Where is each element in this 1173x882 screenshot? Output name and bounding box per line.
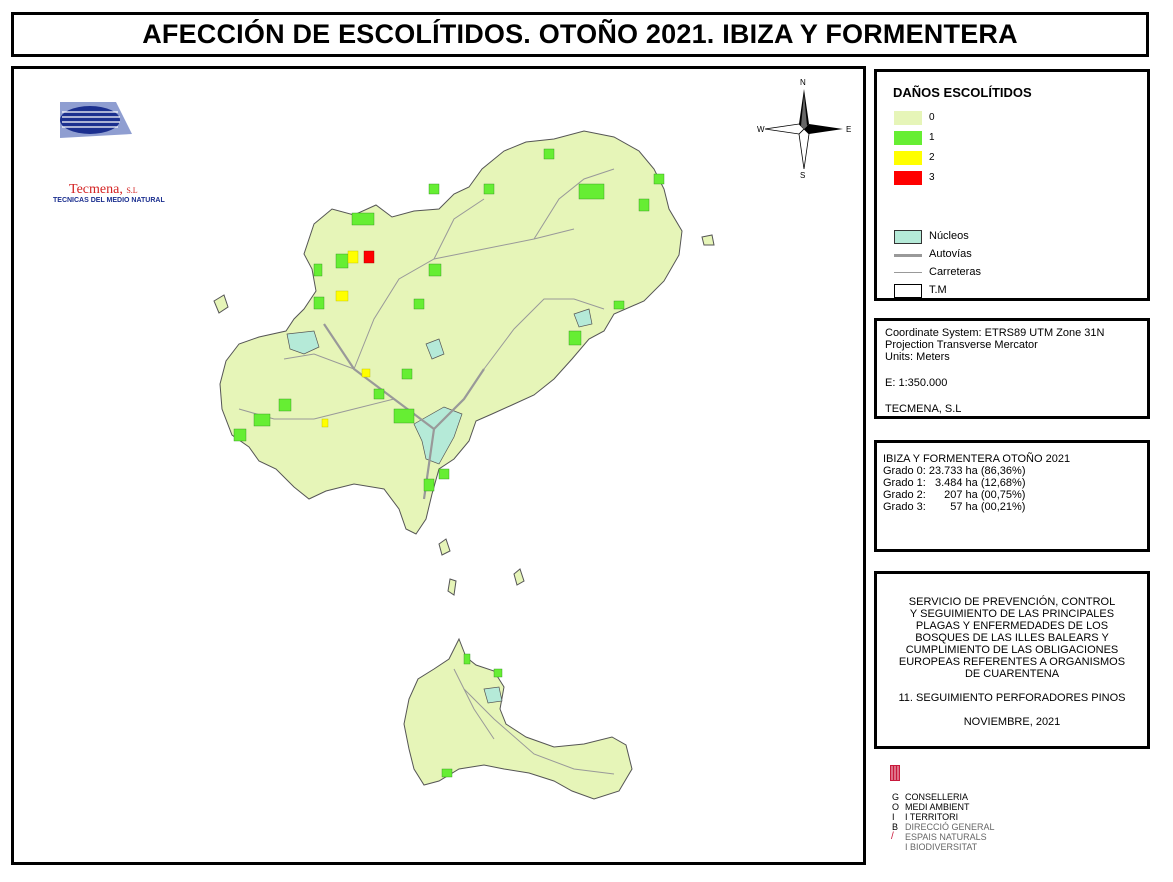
tecmena-logo-mark	[56, 98, 136, 143]
govern-line: ESPAIS NATURALS	[905, 832, 987, 842]
islet	[702, 235, 714, 245]
compass-n-label: N	[800, 78, 806, 87]
title-box	[11, 12, 1149, 57]
islet	[439, 539, 450, 555]
legend-label-3: 3	[929, 172, 935, 183]
stats-row: Grado 0: 23.733 ha (86,36%)	[883, 465, 1026, 477]
govern-letter: G	[892, 792, 900, 802]
author: TECMENA, S.L	[885, 403, 962, 415]
legend-swatch-1	[894, 131, 922, 145]
legend-label-1: 1	[929, 132, 935, 143]
compass-e-label: E	[846, 125, 852, 134]
govern-shield-icon	[890, 765, 900, 781]
legend-label-carreteras: Carreteras	[929, 266, 981, 278]
credits-section: 11. SEGUIMIENTO PERFORADORES PINOS	[898, 692, 1126, 704]
legend-swatch-2	[894, 151, 922, 165]
credits-line: EUROPEAS REFERENTES A ORGANISMOS	[898, 656, 1126, 668]
scale: E: 1:350.000	[885, 377, 948, 389]
stats-row: Grado 1: 3.484 ha (12,68%)	[883, 477, 1026, 489]
credits-line: Y SEGUIMIENTO DE LAS PRINCIPALES	[909, 608, 1115, 620]
compass-icon	[757, 79, 852, 179]
credits-line: DE CUARENTENA	[964, 668, 1060, 680]
coordinate-system: Coordinate System: ETRS89 UTM Zone 31N	[885, 327, 1105, 339]
govern-line: CONSELLERIA	[905, 792, 969, 802]
tecmena-logo	[38, 98, 168, 208]
north-arrow	[757, 79, 852, 179]
formentera-island	[404, 639, 632, 799]
stats-row: Grado 2: 207 ha (00,75%)	[883, 489, 1026, 501]
tecmena-subtitle: TECNICAS DEL MEDIO NATURAL	[53, 197, 165, 204]
legend-swatch-nucleos	[894, 230, 922, 244]
govern-letter: O	[892, 802, 900, 812]
govern-letter: B	[892, 822, 899, 832]
credits-line: CUMPLIMIENTO DE LAS OBLIGACIONES	[905, 644, 1119, 656]
compass-w-label: W	[757, 125, 765, 134]
legend-label-tm: T.M	[929, 284, 947, 296]
map-title: AFECCIÓN DE ESCOLÍTIDOS. OTOÑO 2021. IBIZA Y FORMENTERA	[142, 19, 1018, 49]
legend-swatch-carreteras	[894, 272, 922, 273]
legend-label-0: 0	[929, 112, 935, 123]
stats-box	[874, 440, 1150, 552]
legend-label-2: 2	[929, 152, 935, 163]
stats-title: IBIZA Y FORMENTERA OTOÑO 2021	[883, 453, 1071, 465]
credits-line: BOSQUES DE LAS ILLES BALEARS Y	[915, 632, 1109, 644]
stats-row: Grado 3: 57 ha (00,21%)	[883, 501, 1026, 513]
govern-line: MEDI AMBIENT	[905, 802, 970, 812]
credits-box	[874, 571, 1150, 749]
credits-line: PLAGAS Y ENFERMEDADES DE LOS	[915, 620, 1109, 632]
govern-line: I TERRITORI	[905, 812, 959, 822]
ibiza-island	[220, 131, 682, 534]
islet	[448, 579, 456, 595]
tecmena-name: Tecmena, S.L	[69, 182, 138, 197]
govern-line: DIRECCIÓ GENERAL	[905, 822, 995, 832]
govern-slash-icon: /	[891, 831, 894, 842]
credits-date: NOVIEMBRE, 2021	[963, 716, 1061, 728]
projection: Projection Transverse Mercator	[885, 339, 1038, 351]
compass-s-label: S	[800, 171, 806, 180]
legend-label-autovias: Autovías	[929, 248, 972, 260]
govern-letter: I	[892, 812, 895, 822]
map-frame	[11, 66, 866, 865]
legend-box	[874, 69, 1150, 301]
legend-title: DAÑOS ESCOLÍTIDOS	[893, 85, 1032, 100]
govern-balears-logo	[886, 765, 1006, 857]
govern-line: I BIODIVERSITAT	[905, 842, 978, 852]
legend-label-nucleos: Núcleos	[929, 230, 969, 242]
legend-swatch-0	[894, 111, 922, 125]
legend-swatch-autovias	[894, 254, 922, 257]
units: Units: Meters	[885, 351, 950, 363]
legend-swatch-tm	[894, 284, 922, 298]
credits-line: SERVICIO DE PREVENCIÓN, CONTROL	[908, 596, 1116, 608]
damage-class-3	[364, 251, 374, 263]
legend-swatch-3	[894, 171, 922, 185]
islet	[514, 569, 524, 585]
islet	[214, 295, 228, 313]
coordinate-info-box	[874, 318, 1150, 419]
